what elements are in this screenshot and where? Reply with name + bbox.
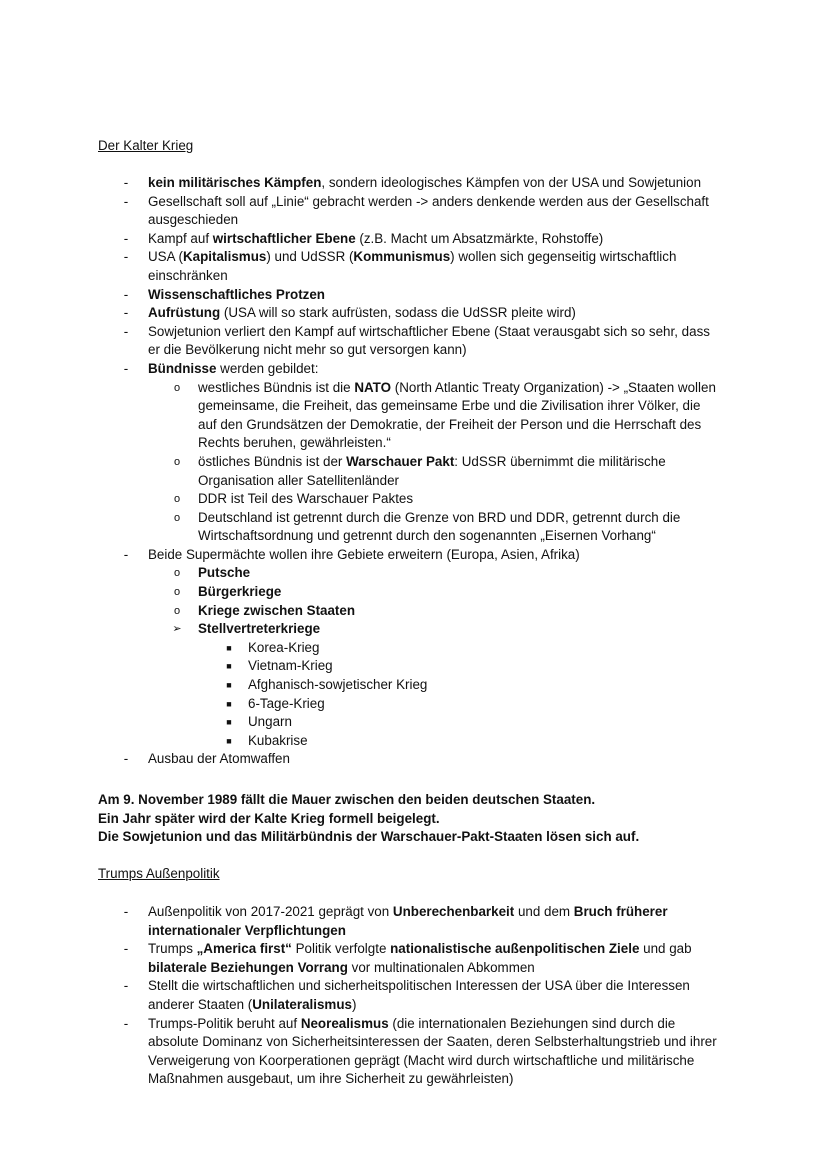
text: USA ( [148,249,183,265]
square-bullet-icon: ■ [226,717,232,728]
text: Vietnam-Krieg [248,658,333,674]
text: (North Atlantic Treaty Organization) -> „Staaten wollen gemeinsame, die Freiheit, das gemeinsame Erbe und die Zivilisation ihrer Völker, die auf den Grundsätzen der Demokratie, der Freiheit der Person und die Herrschaft des Rechts beruhen, gewährleisten.“ [198,379,716,451]
text: Ausbau der Atomwaffen [148,751,290,767]
text: ) und UdSSR ( [266,249,354,265]
summary-line: Ein Jahr später wird der Kalte Krieg formell beigelegt. [98,810,440,826]
bold-text: Warschauer Pakt [346,453,455,469]
bold-text: Kapitalismus [182,249,267,265]
list-item [0,360,828,379]
text: Ungarn [248,714,292,730]
text: und gab [639,941,692,957]
text: werden gebildet: [216,360,319,376]
bold-text: Bündnisse [148,360,217,376]
list-item [0,602,828,621]
text: Politik verfolgte [291,941,391,957]
text: ) [351,996,357,1012]
list-item [0,174,828,193]
list-item [0,304,828,323]
circle-bullet-icon: o [173,567,181,580]
bold-text: Kommunismus [353,249,451,265]
bold-text: Unilateralismus [252,996,352,1012]
list-item [0,509,828,546]
dash-bullet-icon: - [123,305,129,321]
section-heading-trumps-aussenpolitik: Trumps Außenpolitik [98,866,220,881]
kalter-krieg-list [0,174,828,769]
circle-bullet-icon: o [173,455,181,468]
circle-bullet-icon: o [173,493,181,506]
bold-text: Putsche [198,565,251,581]
list-item [0,379,828,453]
bold-text: „America first“ [196,941,292,957]
bold-text: Wissenschaftliches Protzen [148,286,325,302]
list-item [0,1015,828,1089]
bold-text: Bürgerkriege [198,584,282,600]
dash-bullet-icon: - [123,751,129,767]
dash-bullet-icon: - [123,230,129,246]
list-item [0,564,828,583]
square-bullet-icon: ■ [226,680,232,691]
section-heading-kalter-krieg: Der Kalter Krieg [98,138,194,153]
circle-bullet-icon: o [173,511,181,524]
list-item [0,750,828,769]
list-item [0,903,828,940]
dash-bullet-icon: - [123,286,129,302]
bold-text: NATO [354,379,392,395]
text: Afghanisch-sowjetischer Krieg [248,677,428,693]
dash-bullet-icon: - [123,546,129,562]
square-bullet-icon: ■ [226,642,232,653]
circle-bullet-icon: o [173,604,181,617]
list-item [0,453,828,490]
text: Sowjetunion verliert den Kampf auf wirtschaftlicher Ebene (Staat verausgabt sich so sehr, dass er die Bevölkerung nicht mehr so gut versorgen kann) [148,323,710,358]
dash-bullet-icon: - [123,1015,129,1031]
square-bullet-icon: ■ [226,735,232,746]
list-item [0,695,828,714]
text: Kubakrise [248,732,308,748]
text: Kampf auf [148,230,213,246]
list-item [0,286,828,305]
text: Trumps [148,941,197,957]
bold-text: Bruch früherer internationaler Verpflichtungen [148,904,668,938]
list-item [0,230,828,249]
dash-bullet-icon: - [123,323,129,339]
trumps-aussenpolitik-list [0,903,828,1089]
text: (die internationalen Beziehungen sind durch die absolute Dominanz von Sicherheitsinteressen der Saaten, deren Selbsterhaltungstrieb und ihrer Verweigerung von Koorperationen geprägt (Macht wird durch wirtschaftliche und militärische Maßnahmen ausgebaut, um ihre Sicherheit zu gewährleisten) [148,1015,717,1087]
text: westliches Bündnis ist die [198,379,355,395]
text: Außenpolitik von 2017-2021 geprägt von [148,904,393,919]
text: 6-Tage-Krieg [248,695,325,711]
bold-text: nationalistische außenpolitischen Ziele [390,941,640,957]
text: , sondern ideologisches Kämpfen von der USA und Sowjetunion [321,175,702,190]
list-item [0,490,828,509]
text: Beide Supermächte wollen ihre Gebiete erweitern (Europa, Asien, Afrika) [148,546,580,562]
text: DDR ist Teil des Warschauer Paktes [198,491,414,507]
summary-paragraph [98,791,639,847]
list-item [0,940,828,977]
summary-line: Am 9. November 1989 fällt die Mauer zwischen den beiden deutschen Staaten. [98,792,596,807]
bold-text: Stellvertreterkriege [198,621,321,637]
bold-text: Neorealismus [300,1015,389,1031]
text: östliches Bündnis ist der [198,453,347,469]
dash-bullet-icon: - [123,904,129,919]
bold-text: bilaterale Beziehungen Vorrang [148,959,348,975]
list-item [0,546,828,565]
list-item [0,713,828,732]
square-bullet-icon: ■ [226,698,232,709]
text: (z.B. Macht um Absatzmärkte, Rohstoffe) [355,230,604,246]
bold-text: Aufrüstung [148,305,221,321]
text: Gesellschaft soll auf „Linie“ gebracht werden -> anders denkende werden aus der Gesellschaft ausgeschieden [148,193,709,228]
list-item [0,323,828,360]
list-item [0,639,828,658]
circle-bullet-icon: o [173,586,181,599]
list-item [0,657,828,676]
text: Trumps-Politik beruht auf [148,1015,301,1031]
text: (USA will so stark aufrüsten, sodass die UdSSR pleite wird) [220,305,576,321]
list-item [0,732,828,751]
arrow-bullet-icon: ➢ [172,623,182,636]
text: und dem [514,904,574,919]
square-bullet-icon: ■ [226,661,232,672]
list-item [0,676,828,695]
list-item [0,193,828,230]
circle-bullet-icon: o [173,381,181,394]
dash-bullet-icon: - [123,360,129,376]
dash-bullet-icon: - [123,249,129,265]
text: : UdSSR übernimmt die militärische Organisation aller Satellitenländer [198,453,666,488]
summary-line: Die Sowjetunion und das Militärbündnis der Warschauer-Pakt-Staaten lösen sich auf. [98,829,640,845]
text: Stellt die wirtschaftlichen und sicherheitspolitischen Interessen der USA über die Interessen anderer Staaten ( [148,978,690,1012]
text: vor multinationalen Abkommen [347,959,535,975]
bold-text: wirtschaftlicher Ebene [212,230,356,246]
list-item [0,248,828,285]
text: ) wollen sich gegenseitig wirtschaftlich einschränken [148,249,677,283]
text: Korea-Krieg [248,639,320,655]
bold-text: kein militärisches Kämpfen [148,175,322,190]
dash-bullet-icon: - [123,193,129,209]
list-item [0,583,828,602]
dash-bullet-icon: - [123,941,129,957]
bold-text: Unberechenbarkeit [392,904,515,919]
bold-text: Kriege zwischen Staaten [198,602,356,618]
list-item [0,620,828,639]
list-item [0,977,828,1014]
dash-bullet-icon: - [123,978,129,994]
dash-bullet-icon: - [123,175,129,190]
text: Deutschland ist getrennt durch die Grenze von BRD und DDR, getrennt durch die Wirtschaftsordnung und getrennt durch den sogenannten „Eisernen Vorhang“ [198,509,681,544]
